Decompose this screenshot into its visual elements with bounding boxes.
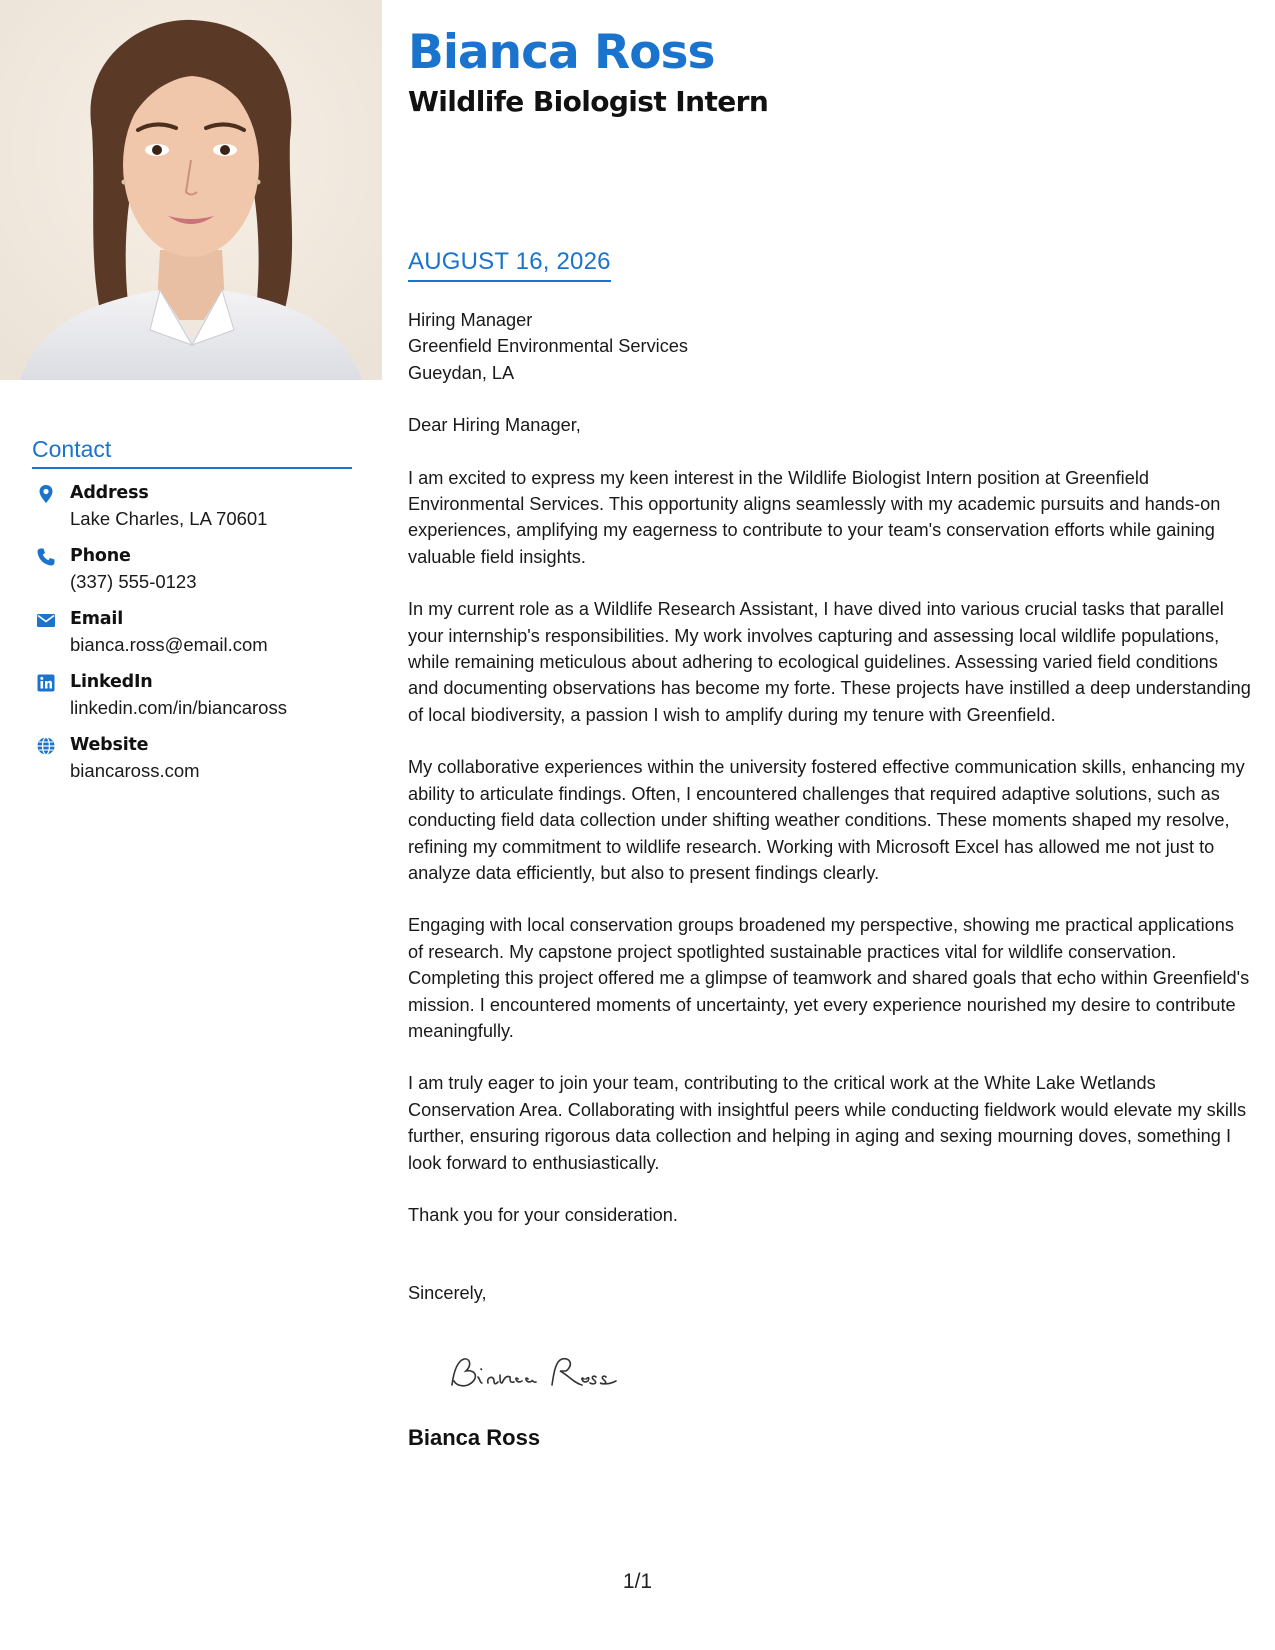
map-pin-icon [36,484,56,504]
recipient-location: Gueydan, LA [408,362,515,383]
contact-heading: Contact [32,436,352,469]
recipient-company: Greenfield Environmental Services [408,336,689,357]
page-number: 1/1 [622,1570,653,1593]
closing: Sincerely, [408,1283,487,1304]
letter-body [408,307,1253,1451]
contact-sidebar [32,436,352,796]
contact-item-phone [32,544,352,607]
contact-label: Website [70,735,149,755]
letter-paragraph: I am truly eager to join your team, contributing to the critical work at the White Lake Wetlands Conservation Area. Collaborating with insightful peers while conducting fieldwork would elevate my skills further, ensuring rigorous data collection and helping in aging and sexing mourning doves, something I look forward to enthusiastically. [408,1073,1247,1173]
contact-label: LinkedIn [70,672,153,692]
contact-item-email [32,607,352,670]
linkedin-icon [36,673,56,693]
letter-date: AUGUST 16, 2026 [408,248,611,282]
recipient-title: Hiring Manager [408,310,533,330]
globe-icon [36,736,56,756]
contact-item-website [32,733,352,796]
recipient-block [408,307,1253,386]
contact-label: Address [70,483,149,503]
profile-photo [0,0,382,380]
letter-paragraph: I am excited to express my keen interest in the Wildlife Biologist Intern position at Greenfield Environmental Services. This opportunity aligns seamlessly with my academic pursuits and hands-on experiences, amplifying my eagerness to contribute to your team's conservation efforts while gaining valuable field insights. [408,467,1221,567]
contact-item-linkedin [32,670,352,733]
handwritten-signature [444,1349,1253,1399]
applicant-name: Bianca Ross [408,25,715,80]
contact-value[interactable]: biancaross.com [70,760,200,781]
contact-value: (337) 555-0123 [70,571,197,592]
contact-item-address [32,481,352,544]
letter-paragraph: Engaging with local conservation groups broadened my perspective, showing me practical applications of research. My capstone project spotlighted sustainable practices vital for wildlife conservation. Completing this project offered me a glimpse of teamwork and shared goals that echo within Greenfield's mission. I encountered moments of uncertainty, yet every experience nourished my desire to contribute meaningfully. [408,915,1250,1041]
contact-value[interactable]: linkedin.com/in/biancaross [70,697,287,718]
applicant-role: Wildlife Biologist Intern [408,85,769,118]
letter-paragraph: My collaborative experiences within the university fostered effective communication skills, enhancing my ability to articulate findings. Often, I encountered challenges that required adaptive solutions, such as conducting field data collection under shifting weather conditions. These moments shaped my resolve, refining my commitment to wildlife research. Working with Microsoft Excel has allowed me not just to analyze data efficiently, but also to present findings clearly. [408,757,1245,883]
contact-label: Phone [70,546,131,566]
phone-icon [36,547,56,567]
letter-paragraph: Thank you for your consideration. [408,1204,678,1225]
envelope-icon [36,610,56,630]
contact-label: Email [70,609,123,629]
contact-value: Lake Charles, LA 70601 [70,508,268,529]
signer-name: Bianca Ross [408,1424,541,1450]
salutation: Dear Hiring Manager, [408,415,581,436]
contact-value[interactable]: bianca.ross@email.com [70,634,268,655]
letter-paragraph: In my current role as a Wildlife Research Assistant, I have dived into various crucial tasks that parallel your internship's responsibilities. My work involves capturing and assessing local wildlife populations, while remaining meticulous about adhering to ecological guidelines. Assessing varied field conditions and documenting observations has become my forte. These projects have instilled a deep understanding of local biodiversity, a passion I wish to amplify during my tenure with Greenfield. [408,599,1251,725]
